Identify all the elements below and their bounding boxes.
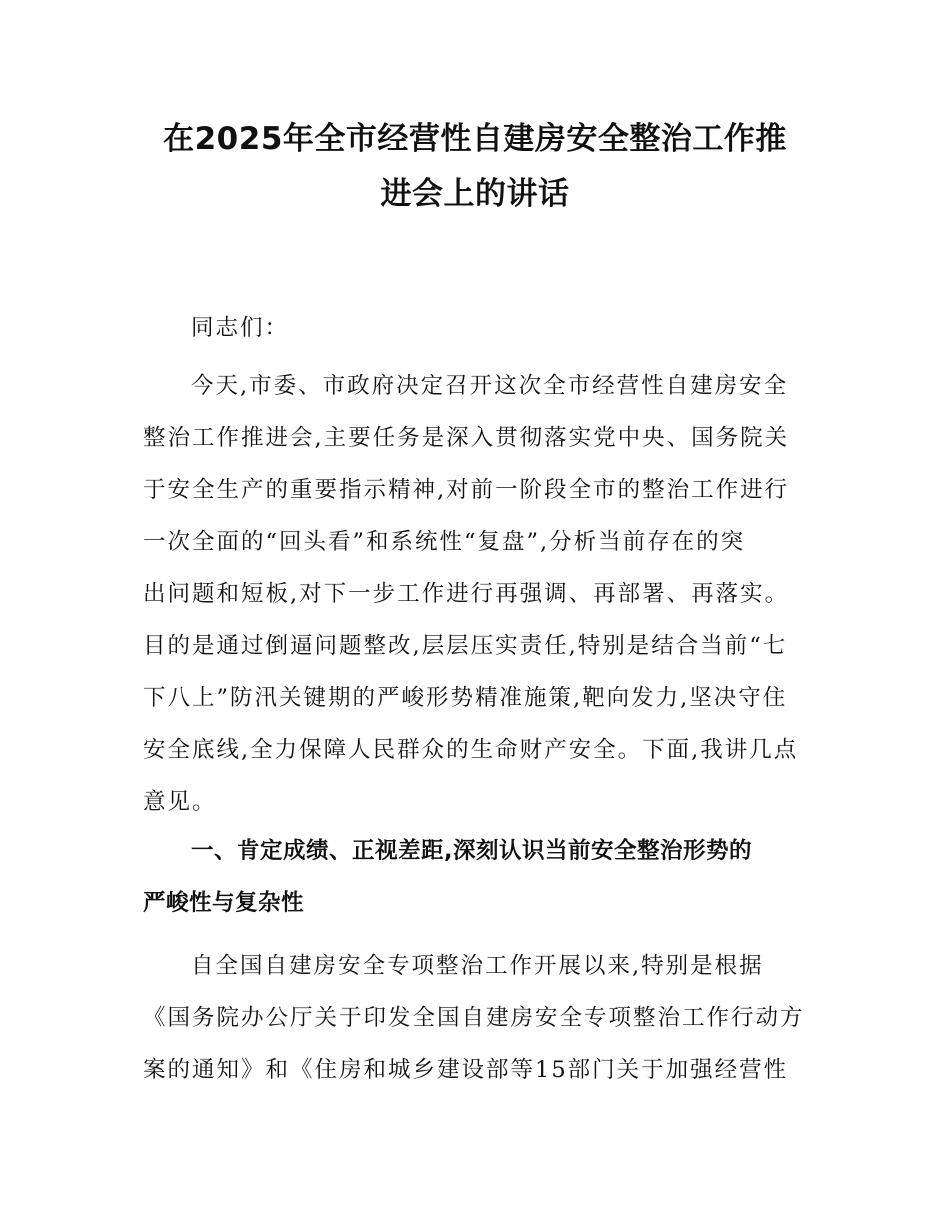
paragraph-line: 一次全面的“回头看”和系统性“复盘”,分析当前存在的突 xyxy=(143,529,746,555)
paragraph-line: 自全国自建房安全专项整治工作开展以来,特别是根据 xyxy=(191,953,764,979)
paragraph-line: 案的通知》和《住房和城乡建设部等15部门关于加强经营性 xyxy=(143,1057,789,1083)
paragraph-line: 安全底线,全力保障人民群众的生命财产安全。下面,我讲几点 xyxy=(143,737,799,763)
title-line-2: 进会上的讲话 xyxy=(380,176,570,212)
paragraph-line: 整治工作推进会,主要任务是深入贯彻落实党中央、国务院关 xyxy=(143,425,790,451)
paragraph-section-1 xyxy=(143,940,803,1096)
paragraph-line: 出问题和短板,对下一步工作进行再强调、再部署、再落实。 xyxy=(143,581,790,607)
paragraph-intro xyxy=(143,360,803,828)
paragraph-line: 于安全生产的重要指示精神,对前一阶段全市的整治工作进行 xyxy=(143,477,790,503)
greeting-text: 同志们： xyxy=(191,315,290,341)
title-line-1: 在2025年全市经营性自建房安全整治工作推 xyxy=(163,121,787,157)
paragraph-line: 今天,市委、市政府决定召开这次全市经营性自建房安全 xyxy=(191,373,789,399)
heading-line-1: 一、肯定成绩、正视差距,深刻认识当前安全整治形势的 xyxy=(191,838,753,864)
paragraph-line: 《国务院办公厅关于印发全国自建房安全专项整治工作行动方 xyxy=(143,1005,805,1031)
paragraph-line: 目的是通过倒逼问题整改,层层压实责任,特别是结合当前“七 xyxy=(143,633,788,659)
paragraph-line: 意见。 xyxy=(143,789,217,815)
heading-line-2: 严峻性与复杂性 xyxy=(143,890,305,916)
section-heading-1 xyxy=(143,825,813,929)
greeting xyxy=(143,302,803,354)
paragraph-line: 下八上”防汛关键期的严峻形势精准施策,靶向发力,坚决守住 xyxy=(143,685,788,711)
document-title xyxy=(100,112,850,222)
